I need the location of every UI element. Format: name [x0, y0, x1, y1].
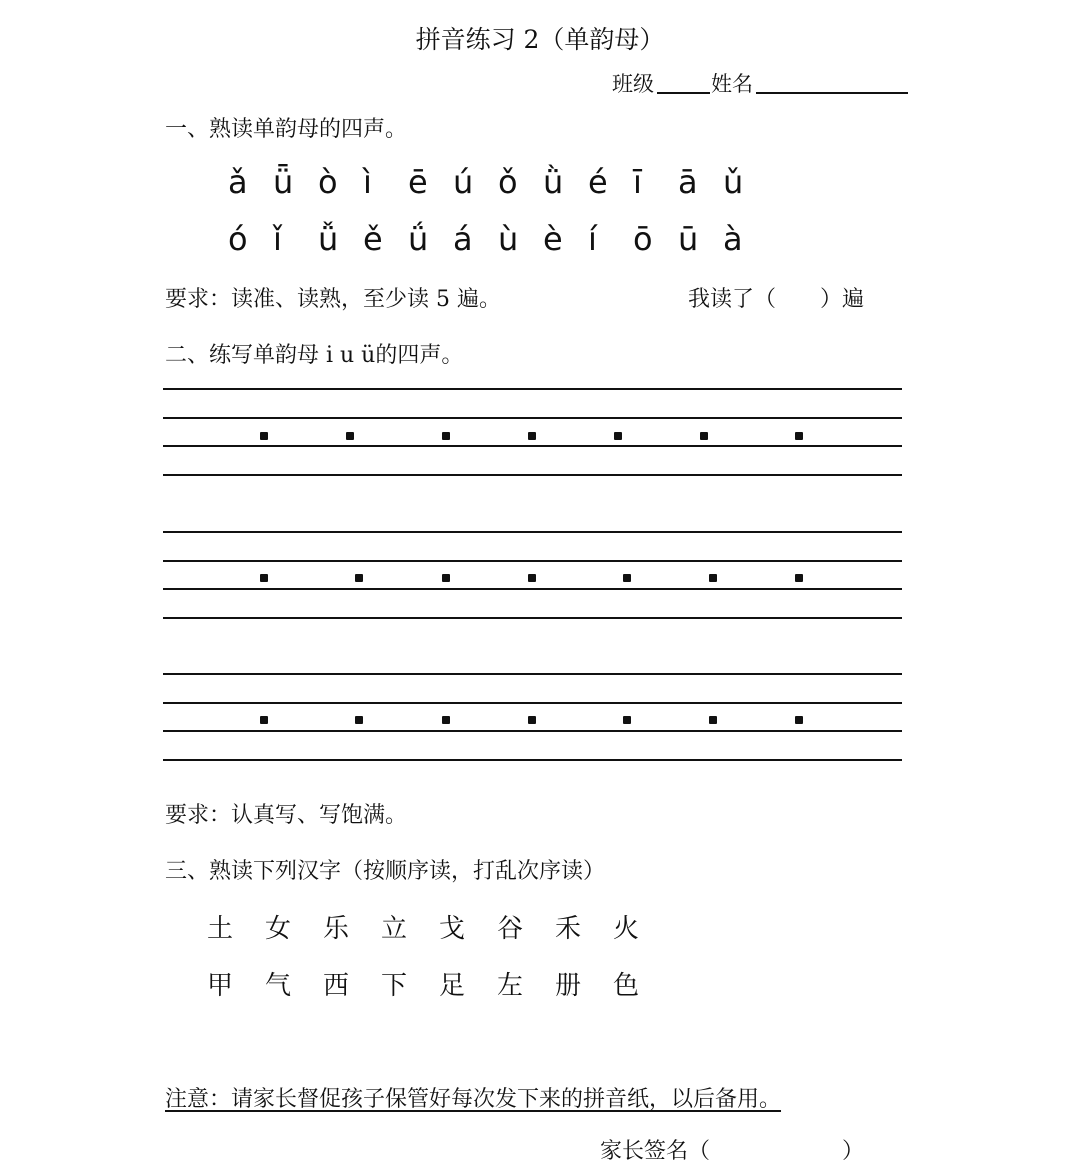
- hanzi-item: 西: [323, 971, 350, 1001]
- parent-signature-field[interactable]: 家长签名（ ）: [600, 1139, 865, 1164]
- hanzi-row-1: [207, 908, 671, 945]
- pinyin-row-1: [228, 163, 768, 201]
- name-field[interactable]: [756, 92, 908, 94]
- pinyin-item: ā: [678, 163, 698, 201]
- class-field[interactable]: [657, 92, 710, 94]
- hanzi-item: 气: [265, 971, 292, 1001]
- staff-line: [163, 474, 902, 476]
- dot-marker: [528, 432, 536, 440]
- staff-line: [163, 702, 902, 704]
- pinyin-item: á: [453, 220, 473, 258]
- pinyin-item: ǘ: [408, 220, 429, 258]
- hanzi-row-2: [207, 965, 671, 1002]
- staff-line: [163, 588, 902, 590]
- staff-line: [163, 417, 902, 419]
- pinyin-item: ó: [228, 220, 248, 258]
- pinyin-item: à: [723, 220, 743, 258]
- pinyin-item: é: [588, 163, 608, 201]
- hanzi-item: 土: [207, 914, 234, 944]
- hanzi-item: 禾: [555, 914, 582, 944]
- pinyin-item: ù: [498, 220, 519, 258]
- hanzi-item: 足: [439, 971, 466, 1001]
- dot-marker: [442, 716, 450, 724]
- dot-marker: [709, 574, 717, 582]
- pinyin-row-2: [228, 220, 768, 258]
- section-2-heading: 二、练写单韵母 i u ü的四声。: [165, 343, 464, 368]
- staff-line: [163, 531, 902, 533]
- dot-marker: [795, 716, 803, 724]
- staff-line: [163, 560, 902, 562]
- pinyin-item: ē: [408, 163, 428, 201]
- dot-marker: [614, 432, 622, 440]
- read-count-field[interactable]: 我读了（ ）遍: [688, 287, 865, 312]
- staff-line: [163, 617, 902, 619]
- pinyin-item: ì: [363, 163, 372, 201]
- dot-marker: [260, 716, 268, 724]
- pinyin-item: ǖ: [273, 163, 294, 201]
- parent-note: 注意：请家长督促孩子保管好每次发下来的拼音纸，以后备用。: [165, 1087, 782, 1112]
- dot-marker: [795, 432, 803, 440]
- pinyin-item: ō: [633, 220, 653, 258]
- staff-line: [163, 388, 902, 390]
- page-title: 拼音练习 2（单韵母）: [415, 25, 665, 54]
- section-1-requirement: 要求：读准、读熟，至少读 5 遍。: [165, 287, 501, 312]
- pinyin-item: ǜ: [543, 163, 564, 201]
- dot-marker: [260, 574, 268, 582]
- pinyin-item: ī: [633, 163, 642, 201]
- hanzi-item: 火: [613, 914, 640, 944]
- pinyin-item: ū: [678, 220, 699, 258]
- section-3-heading: 三、熟读下列汉字（按顺序读，打乱次序读）: [165, 859, 606, 884]
- staff-line: [163, 730, 902, 732]
- hanzi-item: 乐: [323, 914, 350, 944]
- dot-marker: [700, 432, 708, 440]
- hanzi-item: 谷: [497, 914, 524, 944]
- hanzi-item: 册: [555, 971, 582, 1001]
- dot-marker: [709, 716, 717, 724]
- dot-marker: [623, 716, 631, 724]
- dot-marker: [528, 574, 536, 582]
- name-label: 姓名: [711, 72, 753, 96]
- hanzi-item: 左: [497, 971, 524, 1001]
- pinyin-item: ě: [363, 220, 383, 258]
- pinyin-item: ò: [318, 163, 338, 201]
- dot-marker: [355, 716, 363, 724]
- dot-marker: [528, 716, 536, 724]
- dot-marker: [355, 574, 363, 582]
- class-label: 班级: [612, 72, 654, 96]
- dot-marker: [346, 432, 354, 440]
- hanzi-item: 立: [381, 914, 408, 944]
- pinyin-item: ǔ: [723, 163, 744, 201]
- pinyin-item: ǚ: [318, 220, 339, 258]
- dot-marker: [623, 574, 631, 582]
- staff-line: [163, 759, 902, 761]
- pinyin-item: ǒ: [498, 163, 518, 201]
- hanzi-item: 下: [381, 971, 408, 1001]
- dot-marker: [260, 432, 268, 440]
- staff-line: [163, 673, 902, 675]
- section-1-heading: 一、熟读单韵母的四声。: [165, 117, 408, 142]
- pinyin-item: ǎ: [228, 163, 248, 201]
- dot-marker: [795, 574, 803, 582]
- pinyin-item: ú: [453, 163, 474, 201]
- hanzi-item: 戈: [439, 914, 466, 944]
- hanzi-item: 女: [265, 914, 292, 944]
- dot-marker: [442, 574, 450, 582]
- hanzi-item: 甲: [207, 971, 234, 1001]
- pinyin-item: í: [588, 220, 597, 258]
- staff-line: [163, 445, 902, 447]
- section-2-requirement: 要求：认真写、写饱满。: [165, 803, 408, 828]
- pinyin-item: ǐ: [273, 220, 282, 258]
- dot-marker: [442, 432, 450, 440]
- hanzi-item: 色: [613, 971, 640, 1001]
- pinyin-item: è: [543, 220, 563, 258]
